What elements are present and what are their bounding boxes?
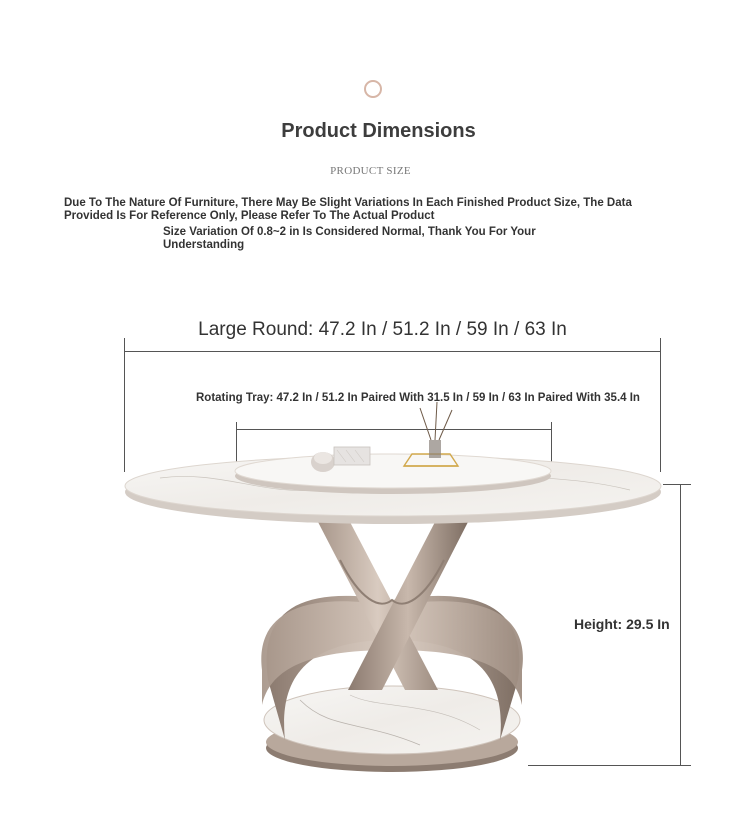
height-dimension-tick-top	[663, 484, 691, 485]
height-dimension-tick-bottom	[528, 765, 691, 766]
height-dimension-label: Height: 29.5 In	[574, 616, 670, 632]
disclaimer-note: Due To The Nature Of Furniture, There May Be Slight Variations In Each Finished Product Size, The Data Provided Is For Reference Only, Please Refer To The Actual Product	[64, 197, 632, 222]
large-round-dimension-label: Large Round: 47.2 In / 51.2 In / 59 In / 63 In	[198, 319, 567, 340]
size-variation-note: Size Variation Of 0.8~2 in Is Considered Normal, Thank You For Your Understanding	[163, 226, 536, 251]
page-title: Product Dimensions	[281, 120, 476, 142]
decor-glass-box	[334, 447, 370, 465]
rotating-tray-dimension-label: Rotating Tray: 47.2 In / 51.2 In Paired With 31.5 In / 59 In / 63 In Paired With 35.4 In	[196, 392, 640, 404]
rotating-tray	[235, 454, 551, 494]
page-subtitle: PRODUCT SIZE	[330, 165, 411, 177]
decor-vase	[311, 452, 335, 472]
table-base	[264, 686, 520, 772]
height-dimension-line	[680, 484, 681, 766]
